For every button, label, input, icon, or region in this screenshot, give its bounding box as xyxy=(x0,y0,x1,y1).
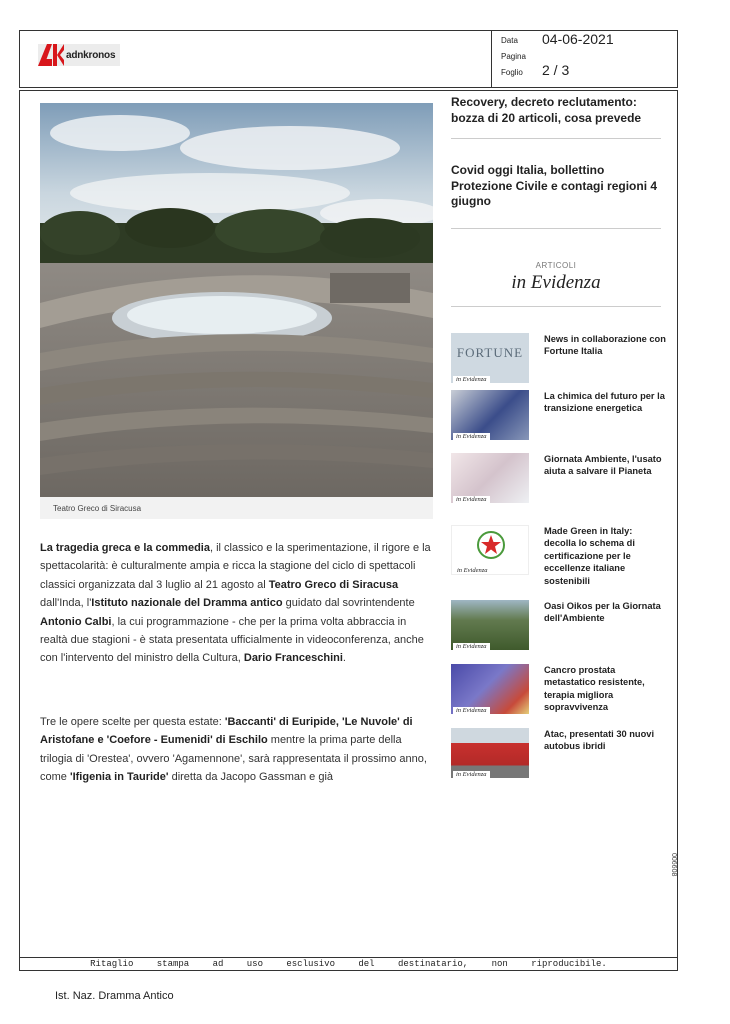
clipping-meta xyxy=(491,30,679,88)
atac-thumbnail xyxy=(451,728,529,778)
evidenza-tag: in Evidenza xyxy=(454,567,491,574)
ambiente-thumbnail xyxy=(451,453,529,503)
evidenza-tag: in Evidenza xyxy=(453,707,490,714)
body-text-run: diretta da Jacopo Gassman e già xyxy=(168,771,333,784)
divider xyxy=(451,306,661,307)
made-green-star-icon xyxy=(476,530,506,560)
image-caption: Teatro Greco di Siracusa xyxy=(40,497,433,519)
body-text-run: . xyxy=(342,652,346,665)
article-paragraph-1 xyxy=(40,539,433,668)
evidenza-item-ambiente[interactable] xyxy=(451,453,666,513)
pagina-label: Pagina xyxy=(501,52,526,61)
evidenza-item-title: Oasi Oikos per la Giornata dell'Ambiente xyxy=(544,601,661,624)
emphasis-text: Dario Franceschini xyxy=(243,652,343,665)
evidenza-item-chimica[interactable] xyxy=(451,390,666,450)
evidenza-item-title: Cancro prostata metastatico resistente, terapia migliora sopravvivenza xyxy=(544,665,645,713)
foglio-value: 2 / 3 xyxy=(542,62,570,78)
adnkronos-logo xyxy=(38,44,120,66)
body-text-run: guidato dal sovrintendente xyxy=(282,597,415,610)
emphasis-text: Antonio Calbi xyxy=(40,615,112,628)
emphasis-text: 'Baccanti' di Euripide, 'Le Nuvole' di Aristofane e 'Coefore - Eumenidi' di Eschilo xyxy=(40,716,413,747)
divider xyxy=(451,138,661,139)
evidenza-item-oasi-oikos[interactable] xyxy=(451,600,666,660)
source-name: Ist. Naz. Dramma Antico xyxy=(55,990,174,1002)
headline-recovery-link[interactable]: Recovery, decreto reclutamento: bozza di 20 articoli, cosa prevede xyxy=(451,95,642,125)
evidenza-item-title: News in collaborazione con Fortune Italia xyxy=(544,334,666,357)
evidenza-kicker: ARTICOLI xyxy=(535,261,577,270)
evidenza-item-title: Made Green in Italy: decolla lo schema di certificazione per le eccellenze italiane sostenibili xyxy=(544,526,635,586)
body-text-run: , il classico e la sperimentazione, il rigore e la spettacolarità: è culturalmente ampia e ricca la stagione del ciclo di spettacoli classici organizzata dal 3 luglio al 21 agosto al xyxy=(40,542,431,591)
made-green-thumbnail xyxy=(451,525,529,575)
emphasis-text: La tragedia greca e la commedia xyxy=(40,542,210,554)
fortune-thumbnail xyxy=(451,333,529,383)
adnkronos-logo-icon xyxy=(38,44,64,66)
foglio-label: Foglio xyxy=(501,68,523,77)
evidenza-item-cancro[interactable] xyxy=(451,664,666,724)
body-text-run: Tre le opere scelte per questa estate: xyxy=(40,716,225,728)
body-text-run: mentre la prima parte della trilogia di 'Orestea', ovvero 'Agamennone', sarà rappresentata il prossimo anno, come xyxy=(40,734,427,784)
chimica-thumbnail xyxy=(451,390,529,440)
cancro-thumbnail xyxy=(451,664,529,714)
emphasis-text: Teatro Greco di Siracusa xyxy=(268,578,399,591)
evidenza-item-made-green[interactable] xyxy=(451,525,666,585)
evidenza-tag: in Evidenza xyxy=(453,433,490,440)
evidenza-title: in Evidenza xyxy=(511,272,601,293)
body-text-run: , la cui programmazione - che per la prima volta abbraccia in realtà due stagioni - è stata presentata ufficialmente in videoconferenza, anche con l'intervento del ministro della Cultura, xyxy=(40,615,424,665)
divider xyxy=(451,228,661,229)
fortune-thumb-text: FORTUNE xyxy=(456,345,524,360)
evidenza-item-title: La chimica del futuro per la transizione energetica xyxy=(544,391,665,414)
clipping-header xyxy=(19,30,678,88)
oasi-thumbnail xyxy=(451,600,529,650)
emphasis-text: Istituto nazionale del Dramma antico xyxy=(91,597,283,610)
side-code: 006608 xyxy=(670,853,677,877)
evidenza-item-title: Giornata Ambiente, l'usato aiuta a salvare il Pianeta xyxy=(544,454,662,477)
reproduction-disclaimer: Ritaglio stampa ad uso esclusivo del destinatario, non riproducibile. xyxy=(19,958,678,971)
evidenza-tag: in Evidenza xyxy=(453,376,490,383)
greek-theatre-photo xyxy=(40,103,433,497)
evidenza-tag: in Evidenza xyxy=(453,643,490,650)
evidenza-item-fortune[interactable] xyxy=(451,333,666,393)
evidenza-item-title: Atac, presentati 30 nuovi autobus ibridi xyxy=(544,729,655,752)
evidenza-tag: in Evidenza xyxy=(453,496,490,503)
body-text-run: dall'Inda, l' xyxy=(40,597,92,610)
data-value: 04-06-2021 xyxy=(542,31,614,47)
emphasis-text: 'Ifigenia in Tauride' xyxy=(69,771,169,784)
data-label: Data xyxy=(501,36,518,45)
article-paragraph-2 xyxy=(40,713,433,787)
evidenza-tag: in Evidenza xyxy=(453,771,490,778)
headline-covid-link[interactable]: Covid oggi Italia, bollettino Protezione Civile e contagi regioni 4 giugno xyxy=(451,163,658,208)
logo-text: adnkronos xyxy=(66,49,116,61)
evidenza-item-atac[interactable] xyxy=(451,728,666,788)
